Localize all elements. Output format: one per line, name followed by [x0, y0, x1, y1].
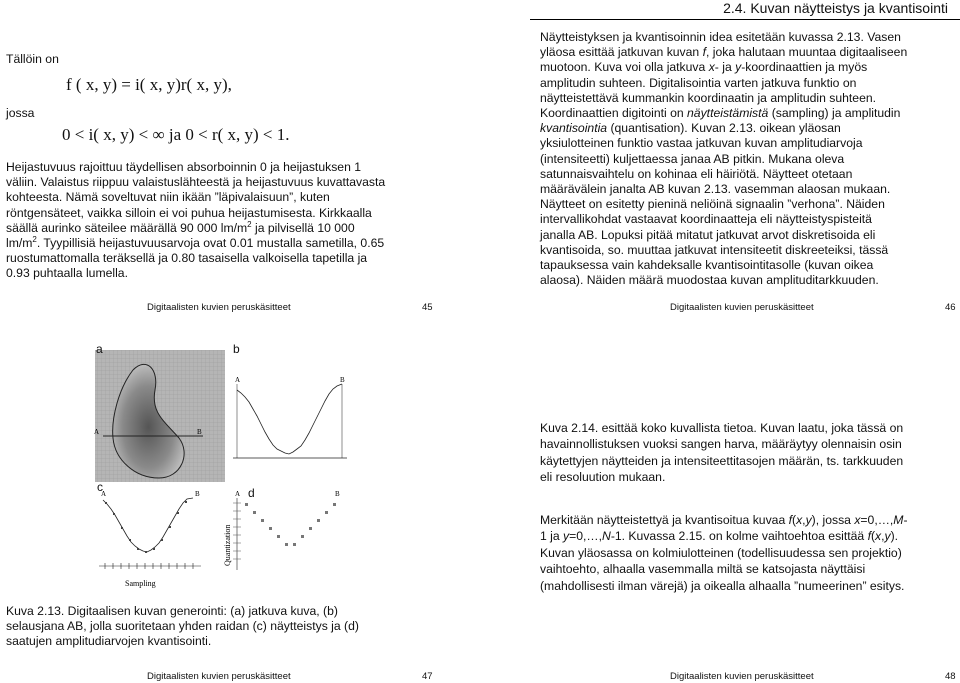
sampling-label: Sampling: [125, 579, 156, 588]
p45-line-5: säällä aurinko säteilee määrällä 90 000 $lm/m^2$ ja pilvisellä 10 000: [6, 219, 355, 235]
p48-line-2: 1 ja y=0,…,N-1. Kuvassa 2.15. on kolme vaihtoehtoa esittää f(x,y).: [540, 529, 899, 544]
p46-line-3: muotoon. Kuva voi olla jatkuva x- ja y-koordinaattien ja myös: [540, 60, 868, 75]
p47-page-number: 47: [422, 671, 433, 682]
figure-2-13-caption: Kuva 2.13. Digitaalisen kuvan generointi: (a) jatkuva kuva, (b) selausjana AB, jolla suoritetaan yhden raidan (c) näytteistys ja (d) saatujen amplitudiarvojen kvantisointi.: [6, 604, 359, 649]
panel-b-label-B: B: [340, 376, 345, 384]
p48-paragraph-1: Kuva 2.14. esittää koko kuvallista tietoa. Kuvan laatu, joka tässä on havainnollistuksen vuoksi sangen harva, määräytyy olennaisin osin käytettyjen näytteiden ja intensiteettitasojen määrän, ts. tarkkuuden eli resoluution mukaan.: [540, 421, 904, 485]
p46-line-7: kvantisointia (quantisation). Kuvan 2.13. oikean yläosan: [540, 121, 841, 136]
p48-line-1: Merkitään näytteistettyä ja kvantisoitua kuvaa f(x,y), jossa x=0,…,M-: [540, 513, 908, 527]
fig-label-b: b: [233, 342, 240, 356]
panel-d-label-A: A: [235, 490, 241, 498]
section-header: 2.4. Kuvan näytteistys ja kvantisointi: [723, 0, 948, 16]
p45-paragraph: Heijastuvuus rajoittuu täydellisen absorboinnin 0 ja heijastuksen 1 väliin. Valaistus riippuu valaistuslähteestä ja heijastuvuus kuvattavasta kohteesta. Nämä soveltuvat niin ikään ”läpivalaisuun”, kuten röntgensäteet, vaikka silloin ei voi puhua heijastumisesta. Kirkkaalla säällä aurinko säteilee määrällä 90 000 $lm/m^2$ ja pilvisellä 10 000 $lm/m^2$. Tyypillisiä heijastuvuusarvoja ovat 0.01 mustalla sametilla, 0.65 ruostumattomalla teräksellä ja 0.80 tasaisella valkoisella tapetilla ja 0.93 puhtaalla lumella.: [6, 160, 426, 282]
figure-2-13-svg: [85, 338, 375, 600]
p47-footer-title: Digitaalisten kuvien peruskäsitteet: [147, 671, 291, 682]
panel-a: [94, 350, 225, 482]
quantization-label: Quantization: [223, 524, 232, 566]
p45-intro: Tällöin on: [6, 52, 59, 66]
p48-footer-title: Digitaalisten kuvien peruskäsitteet: [670, 671, 814, 682]
p46-line-6: Koordinaattien digitointi on näytteistämistä (sampling) ja amplitudin: [540, 106, 901, 121]
intensity-profile: [237, 384, 342, 454]
p45-footer-title: Digitaalisten kuvien peruskäsitteet: [147, 302, 291, 313]
figure-2-13: [85, 338, 375, 600]
sampled-profile: [103, 498, 193, 552]
p46-page-number: 46: [945, 302, 956, 313]
sampling-ticks: [99, 563, 201, 569]
panel-b-label-A: A: [235, 376, 241, 384]
fig-label-d: d: [248, 486, 255, 500]
p45-jossa: jossa: [6, 106, 35, 120]
fig-label-c: c: [97, 480, 103, 494]
panel-c-label-B: B: [195, 490, 200, 498]
panel-d: [223, 490, 340, 570]
panel-c-label-A: A: [101, 490, 107, 498]
p48-paragraph-2: Merkitään näytteistettyä ja kvantisoitua kuvaa f(x,y), jossa x=0,…,M- 1 ja y=0,…,N-1. Kuvassa 2.15. on kolme vaihtoehtoa esittää f(x,y). Kuvan yläosassa on kolmiulotteinen (todellisuudessa sen projektio) vaihtoehto, alhaalla vasemmalla miltä se katsojasta näyttäisi (mahdollisesti ilman värejä) ja oikealla alhaalla ”numeerinen” esitys.: [540, 512, 960, 594]
p45-equation-1: f ( x, y) = i( x, y)r( x, y),: [66, 75, 232, 94]
panel-a-label-A: A: [94, 428, 100, 436]
panel-b: [233, 376, 347, 458]
p46-footer-title: Digitaalisten kuvien peruskäsitteet: [670, 302, 814, 313]
panel-a-label-B: B: [197, 428, 202, 436]
p45-line-6: $lm/m^2$. Tyypillisiä heijastuvuusarvoja ovat 0.01 mustalla sametilla, 0.65: [6, 234, 385, 251]
panel-d-label-B: B: [335, 490, 340, 498]
quantized-points: [245, 503, 336, 546]
header-rule: [530, 19, 960, 20]
p46-paragraph: Näytteistyksen ja kvantisoinnin idea esitetään kuvassa 2.13. Vasen yläosa esittää jatkuvan kuvan f, joka halutaan muuntaa digitaaliseen muotoon. Kuva voi olla jatkuva x- ja y-koordinaattien ja myös amplitudin suhteen. Digitalisointia varten jatkuva funktio on näytteistettävä kummankin koordinaatin ja amplitudin suhteen. Koordinaattien digitointi on näytteistämistä (sampling) ja amplitudin kvantisointia (quantisation). Kuvan 2.13. oikean yläosan yksiulotteinen funktio vastaa jatkuvan kuvan amplitudiarvoja (intensiteetti) kuljettaessa janaa AB pitkin. Mukana oleva satunnaisvaihtelu on kohinaa eli häiriötä. Näytteet otetaan määrävälein janalta AB kuvan 2.13. vasemman alaosan mukaan. Näytteet on esitetty pieninä neliöinä signaalin ”verhona”. Näiden intervallikohdat vastaavat koordinaatteja eli näytteistyspisteitä janalla AB. Lopuksi pitää mitatut jatkuvat arvot diskretisoida eli kvantisoida, so. muuttaa jatkuvat intensiteetit diskreeteiksi, tässä tapauksessa vain kahdeksalle kvantisointitasolle (kuvan oikea alaosa). Näiden määrä muodostaa kuvan amplituditarkkuuden.: [540, 30, 960, 288]
p46-line-2: yläosa esittää jatkuvan kuvan f, joka halutaan muuntaa digitaaliseen: [540, 45, 908, 60]
panel-c: [99, 490, 201, 588]
p45-equation-2: 0 < i( x, y) < ∞ ja 0 < r( x, y) < 1.: [62, 125, 290, 144]
sample-points: [105, 501, 187, 553]
p48-page-number: 48: [945, 671, 956, 682]
p45-page-number: 45: [422, 302, 433, 313]
fig-label-a: a: [96, 342, 103, 356]
